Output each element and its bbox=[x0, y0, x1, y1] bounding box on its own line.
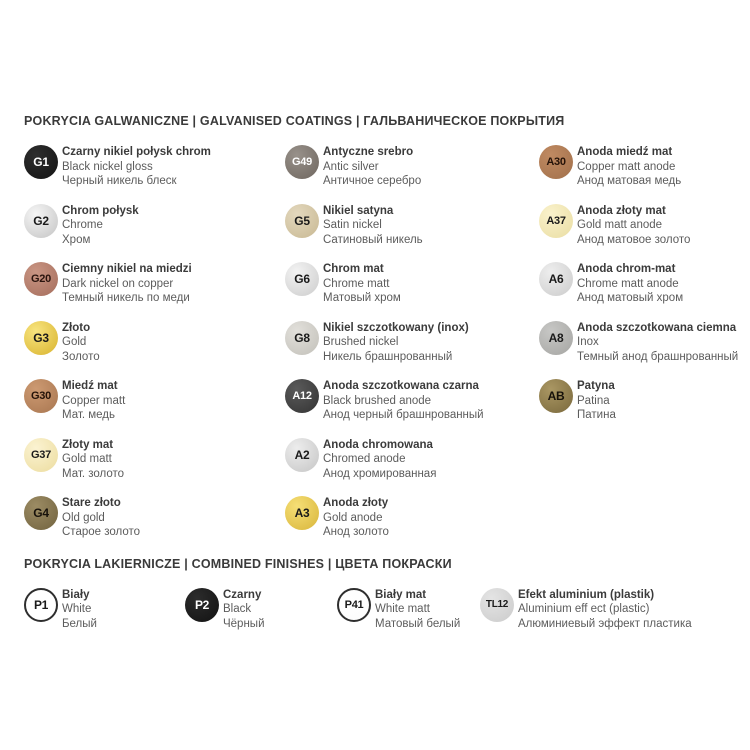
finish-item-a8 bbox=[539, 321, 738, 365]
finish-name-ru: Анод черный брашнрованный bbox=[323, 409, 484, 421]
finish-name-ru: Патина bbox=[577, 409, 616, 421]
swatch-p2: P2 bbox=[185, 588, 219, 622]
finish-item-g6 bbox=[285, 262, 539, 306]
finish-name-pl: Anoda miedź mat bbox=[577, 146, 673, 158]
swatch-g1: G1 bbox=[24, 145, 58, 179]
swatch-ab: AB bbox=[539, 379, 573, 413]
finish-name-pl: Ciemny nikiel na miedzi bbox=[62, 263, 192, 275]
swatch-g49: G49 bbox=[285, 145, 319, 179]
finish-name-pl: Anoda złoty mat bbox=[577, 204, 666, 217]
finish-name-pl: Biały mat bbox=[375, 588, 427, 601]
finish-labels bbox=[62, 588, 97, 632]
finish-labels bbox=[62, 379, 125, 423]
finish-name-ru: Темный никель по меди bbox=[62, 292, 190, 304]
finish-name-ru: Белый bbox=[62, 617, 97, 630]
swatch-tl12: TL12 bbox=[480, 588, 514, 622]
finish-name-pl: Stare złoto bbox=[62, 497, 121, 509]
swatch-a37: A37 bbox=[539, 204, 573, 238]
finish-item-g49 bbox=[285, 145, 539, 189]
swatch-g6: G6 bbox=[285, 262, 319, 296]
finish-name-en: Gold matt anode bbox=[577, 219, 663, 231]
galvanised-section-header: POKRYCIA GALWANICZNE | GALVANISED COATINGS | ГАЛЬВАНИЧЕСКОЕ ПОКРЫТИЯ bbox=[24, 114, 565, 128]
finish-name-pl: Czarny bbox=[223, 588, 262, 601]
swatch-g8: G8 bbox=[285, 321, 319, 355]
finish-name-en: Inox bbox=[577, 336, 599, 348]
finish-item-p41 bbox=[337, 588, 480, 632]
finish-name-ru: Чёрный bbox=[223, 617, 265, 630]
finish-name-pl: Złoty mat bbox=[62, 438, 114, 451]
finish-labels bbox=[323, 204, 423, 248]
finish-labels bbox=[375, 588, 460, 632]
section-galvanised-coatings bbox=[24, 114, 739, 555]
finish-name-ru: Золото bbox=[62, 350, 100, 363]
finish-name-en: Patina bbox=[577, 394, 610, 407]
finish-item-p2 bbox=[185, 588, 337, 632]
combined-section-header: POKRYCIA LAKIERNICZE | COMBINED FINISHES | ЦВЕТА ПОКРАСКИ bbox=[24, 556, 452, 571]
swatch-g30: G30 bbox=[24, 379, 58, 413]
swatch-g3: G3 bbox=[24, 321, 58, 355]
finish-labels bbox=[577, 145, 681, 189]
finish-name-pl: Miedź mat bbox=[62, 380, 118, 392]
finish-name-ru: Матовый хром bbox=[323, 292, 401, 304]
finish-name-en: Copper matt bbox=[62, 394, 126, 407]
finish-item-g37 bbox=[24, 438, 285, 482]
finish-labels bbox=[62, 204, 139, 248]
swatch-p1: P1 bbox=[24, 588, 58, 622]
galvanised-column-1 bbox=[24, 145, 285, 555]
finish-name-ru: Античное серебро bbox=[323, 175, 422, 187]
swatch-p41: P41 bbox=[337, 588, 371, 622]
finish-labels bbox=[323, 321, 469, 365]
finish-name-pl: Anoda chrom-mat bbox=[577, 263, 676, 275]
finish-labels bbox=[323, 145, 421, 189]
finish-name-pl: Anoda chromowana bbox=[323, 438, 433, 451]
swatch-g20: G20 bbox=[24, 262, 58, 296]
finish-name-ru: Хром bbox=[62, 233, 91, 246]
finish-name-ru: Темный анод брашнрованный bbox=[577, 350, 739, 363]
finish-name-pl: Efekt aluminium (plastik) bbox=[518, 588, 655, 601]
finish-item-g5 bbox=[285, 204, 539, 248]
finish-name-pl: Anoda złoty bbox=[323, 497, 389, 509]
galvanised-column-3 bbox=[539, 145, 738, 555]
finish-labels bbox=[223, 588, 265, 632]
finish-name-ru: Матовый белый bbox=[375, 617, 461, 630]
finish-name-ru: Мат. золото bbox=[62, 467, 125, 480]
swatch-a30: A30 bbox=[539, 145, 573, 179]
finish-labels bbox=[577, 379, 616, 423]
finish-item-a37 bbox=[539, 204, 738, 248]
finish-name-pl: Złoto bbox=[62, 321, 91, 334]
finish-item-g8 bbox=[285, 321, 539, 365]
finish-labels bbox=[323, 438, 436, 482]
finish-name-en: Copper matt anode bbox=[577, 160, 676, 173]
finish-name-ru: Сатиновый никель bbox=[323, 233, 423, 246]
finish-name-pl: Nikiel szczotkowany (inox) bbox=[323, 321, 469, 334]
finish-labels bbox=[62, 145, 211, 189]
finish-item-a12 bbox=[285, 379, 539, 423]
finish-name-ru: Никель брашнрованный bbox=[323, 350, 453, 363]
finish-name-en: Gold matt bbox=[62, 453, 112, 465]
swatch-a3: A3 bbox=[285, 496, 319, 530]
finish-labels bbox=[62, 262, 192, 306]
swatch-a6: A6 bbox=[539, 262, 573, 296]
finish-item-g4 bbox=[24, 496, 285, 540]
finish-name-en: Black bbox=[223, 603, 252, 615]
finish-name-ru: Анод хромированная bbox=[323, 467, 437, 480]
finish-name-en: Aluminium eff ect (plastic) bbox=[518, 603, 650, 615]
finish-name-ru: Мат. медь bbox=[62, 409, 115, 421]
finish-name-pl: Anoda szczotkowana czarna bbox=[323, 380, 479, 392]
finish-name-ru: Анод матовый хром bbox=[577, 292, 684, 304]
finish-name-en: Old gold bbox=[62, 511, 105, 524]
finish-name-ru: Старое золото bbox=[62, 526, 141, 538]
finish-name-en: Brushed nickel bbox=[323, 336, 399, 348]
finish-name-pl: Biały bbox=[62, 588, 90, 601]
swatch-g5: G5 bbox=[285, 204, 319, 238]
finish-item-g3 bbox=[24, 321, 285, 365]
finish-name-en: White bbox=[62, 603, 92, 615]
finish-item-g20 bbox=[24, 262, 285, 306]
finish-name-pl: Patyna bbox=[577, 380, 615, 392]
finish-name-ru: Анод матовое золото bbox=[577, 233, 691, 246]
finish-name-en: Chrome matt anode bbox=[577, 277, 679, 290]
finish-name-ru: Анод золото bbox=[323, 526, 389, 538]
section-combined-finishes bbox=[24, 557, 730, 647]
finish-item-tl12 bbox=[480, 588, 692, 632]
galvanised-column-2 bbox=[285, 145, 539, 555]
combined-row bbox=[24, 588, 730, 647]
finish-name-ru: Алюминиевый эффект пластика bbox=[518, 617, 692, 630]
finish-item-a3 bbox=[285, 496, 539, 540]
finish-name-ru: Черный никель блеск bbox=[62, 175, 177, 187]
finish-name-pl: Anoda szczotkowana ciemna bbox=[577, 321, 737, 334]
finish-labels bbox=[323, 379, 484, 423]
finish-name-en: Chrome bbox=[62, 219, 103, 231]
finish-name-en: Black nickel gloss bbox=[62, 160, 153, 173]
finish-labels bbox=[62, 321, 100, 365]
finish-labels bbox=[577, 321, 738, 365]
finish-labels bbox=[62, 438, 124, 482]
swatch-g4: G4 bbox=[24, 496, 58, 530]
finish-item-p1 bbox=[24, 588, 185, 632]
finish-labels bbox=[518, 588, 692, 632]
swatch-a12: A12 bbox=[285, 379, 319, 413]
finish-item-a30 bbox=[539, 145, 738, 189]
finish-labels bbox=[62, 496, 140, 540]
finish-labels bbox=[323, 496, 389, 540]
finish-name-pl: Chrom połysk bbox=[62, 204, 139, 217]
swatch-g2: G2 bbox=[24, 204, 58, 238]
finish-name-en: Chromed anode bbox=[323, 453, 406, 465]
finish-name-en: Dark nickel on copper bbox=[62, 277, 174, 290]
finish-name-en: Gold bbox=[62, 336, 87, 348]
finish-name-en: Black brushed anode bbox=[323, 394, 432, 407]
finish-name-en: Antic silver bbox=[323, 160, 379, 173]
finish-name-ru: Анод матовая медь bbox=[577, 175, 682, 187]
galvanised-grid bbox=[24, 145, 739, 555]
finish-labels bbox=[577, 204, 690, 248]
finish-labels bbox=[577, 262, 683, 306]
swatch-a8: A8 bbox=[539, 321, 573, 355]
finish-item-g30 bbox=[24, 379, 285, 423]
finish-item-g1 bbox=[24, 145, 285, 189]
swatch-g37: G37 bbox=[24, 438, 58, 472]
finish-name-pl: Nikiel satyna bbox=[323, 204, 394, 217]
finish-name-pl: Chrom mat bbox=[323, 263, 384, 275]
finish-name-pl: Antyczne srebro bbox=[323, 146, 414, 158]
swatch-a2: A2 bbox=[285, 438, 319, 472]
finish-item-ab bbox=[539, 379, 738, 423]
finish-name-en: Chrome matt bbox=[323, 277, 390, 290]
finish-item-a2 bbox=[285, 438, 539, 482]
finish-item-a6 bbox=[539, 262, 738, 306]
finish-name-en: Satin nickel bbox=[323, 219, 382, 231]
finish-labels bbox=[323, 262, 401, 306]
finish-name-en: Gold anode bbox=[323, 511, 383, 524]
finish-name-en: White matt bbox=[375, 603, 430, 615]
finish-item-g2 bbox=[24, 204, 285, 248]
finish-name-pl: Czarny nikiel połysk chrom bbox=[62, 146, 211, 158]
